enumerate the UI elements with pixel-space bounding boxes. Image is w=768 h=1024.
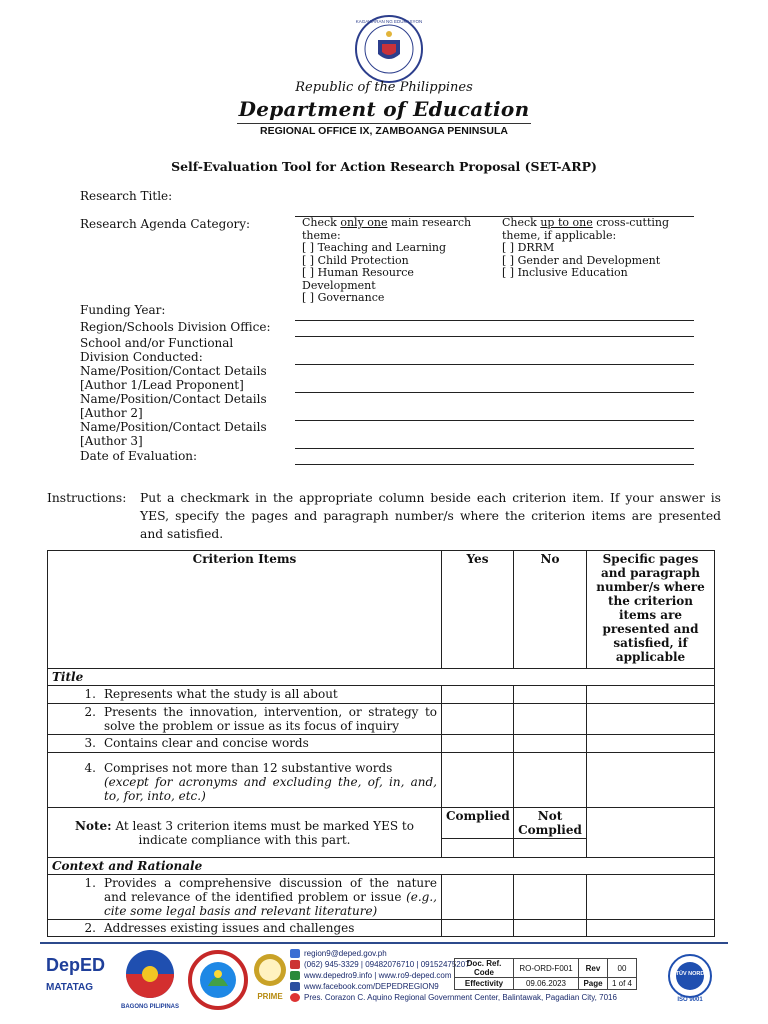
pages-cell[interactable] [587,704,715,735]
document-reference-table [454,958,637,990]
phone-icon [290,960,300,969]
location-icon [290,993,300,1002]
criterion-row: 2. Presents the innovation, intervention, or strategy to solve the problem or issue as its focus of inquiry [48,704,442,735]
web-icon [290,971,300,980]
contact-phone[interactable]: (062) 945-3329 | 09482076710 | 09152475207 [290,959,617,970]
yes-cell[interactable] [442,753,514,808]
author3-label: Name/Position/Contact Details [Author 3] [80,420,267,448]
checkbox-teaching-learning[interactable]: [ ] Teaching and Learning [302,241,447,254]
checkbox-drrm[interactable]: [ ] DRRM [502,241,555,254]
form-title: Self-Evaluation Tool for Action Research Proposal (SET-ARP) [171,159,597,174]
yes-cell[interactable] [442,735,514,753]
region-sdo-field[interactable] [295,336,694,337]
pages-cell[interactable] [587,735,715,753]
main-theme-column: Check only one main research theme: [ ] Teaching and Learning [ ] Child Protection [ ] Human Resource Development [ ] Governance [302,217,502,305]
checkbox-inclusive-education[interactable]: [ ] Inclusive Education [502,266,628,279]
author3-field[interactable] [295,448,694,449]
no-cell[interactable] [514,753,587,808]
no-cell[interactable] [514,704,587,735]
deped-matatag-logo: DepED MATATAG [46,955,106,993]
pages-cell[interactable] [587,920,715,937]
criterion-row: 4. Comprises not more than 12 substantive words (except for acronyms and excluding the, of, in, and, to, for, into, etc.) [48,753,442,808]
prime-logo: PRIME [252,952,288,1001]
no-cell[interactable] [514,735,587,753]
deped-seal-logo [354,14,424,84]
checkbox-governance[interactable]: [ ] Governance [302,291,385,304]
section-context-rationale: Context and Rationale [48,858,715,875]
criterion-row: 1. Represents what the study is all about [48,686,442,704]
rev-value: 00 [608,959,637,978]
research-title-label: Research Title: [80,189,173,203]
instructions-text: Put a checkmark in the appropriate column beside each criterion item. If your answer is YES, specify the pages and paragraph number/s where the criterion items are presented and satisfied. [140,491,721,541]
author2-field[interactable] [295,420,694,421]
iso-certification-logo: TÜV NORD ISO 9001 [664,953,716,1003]
not-complied-header: Not Complied [514,808,587,839]
no-cell[interactable] [514,686,587,704]
criterion-items-header: Criterion Items [48,551,442,669]
compliance-pages-cell[interactable] [587,808,715,858]
page-value: 1 of 4 [608,978,637,990]
yes-cell[interactable] [442,686,514,704]
regional-office-heading: REGIONAL OFFICE IX, ZAMBOANGA PENINSULA [260,125,508,137]
contact-website[interactable]: www.depedro9.info | www.ro9-deped.com [290,970,617,981]
svg-text:KAGAWARAN NG EDUKASYON: KAGAWARAN NG EDUKASYON [355,19,423,24]
yes-cell[interactable] [442,875,514,920]
compliance-note: Note: At least 3 criterion items must be marked YES to indicate compliance with this part. [48,808,442,858]
yes-header: Yes [442,551,514,669]
research-agenda-label: Research Agenda Category: [80,217,251,231]
doc-ref-value: RO-ORD-F001 [514,959,579,978]
region-sdo-label: Region/Schools Division Office: [80,320,271,334]
funding-year-label: Funding Year: [80,303,166,317]
footer-divider [40,942,728,944]
instructions-label: Instructions: [47,491,127,505]
no-header: No [514,551,587,669]
author2-label: Name/Position/Contact Details [Author 2] [80,392,267,420]
criterion-row: 2. Addresses existing issues and challenges [48,920,442,937]
facebook-icon [290,982,300,991]
contact-facebook[interactable]: www.facebook.com/DEPEDREGION9 [290,981,617,992]
pages-cell[interactable] [587,753,715,808]
checkbox-gender-development[interactable]: [ ] Gender and Development [502,253,661,267]
criterion-row: 1. Provides a comprehensive discussion of the nature and relevance of the identified problem or issue (e.g., cite some legal basis and relevant literature) [48,875,442,920]
email-icon [290,949,300,958]
effectivity-label: Effectivity [455,978,514,990]
doc-ref-label: Doc. Ref. Code [455,959,514,978]
pages-cell[interactable] [587,686,715,704]
criterion-row: 3. Contains clear and concise words [48,735,442,753]
regional-office-seal-logo [188,950,248,1010]
pages-cell[interactable] [587,875,715,920]
checkbox-child-protection[interactable]: [ ] Child Protection [302,253,409,267]
yes-cell[interactable] [442,704,514,735]
contact-email[interactable]: region9@deped.gov.ph [290,948,617,959]
no-cell[interactable] [514,920,587,937]
school-division-field[interactable] [295,364,694,365]
funding-year-field[interactable] [295,320,694,321]
department-heading: Department of Education [238,97,530,121]
header-divider [237,123,531,124]
republic-heading: Republic of the Philippines [295,80,473,95]
effectivity-value: 09.06.2023 [514,978,579,990]
page-label: Page [579,978,608,990]
complied-header: Complied [442,808,514,839]
pages-header: Specific pages and paragraph number/s where the criterion items are presented and satisfied, if applicable [587,551,715,669]
bagong-pilipinas-logo: BAGONG PILIPINAS [120,948,180,1010]
criterion-table [47,550,715,937]
date-evaluation-field[interactable] [295,464,694,465]
not-complied-cell[interactable] [514,839,587,858]
complied-cell[interactable] [442,839,514,858]
section-title: Title [48,669,715,686]
rev-label: Rev [579,959,608,978]
no-cell[interactable] [514,875,587,920]
author1-label: Name/Position/Contact Details [Author 1/Lead Proponent] [80,364,267,392]
author1-field[interactable] [295,392,694,393]
date-evaluation-label: Date of Evaluation: [80,449,198,463]
school-division-label: School and/or Functional Division Conducted: [80,336,234,364]
contact-address: Pres. Corazon C. Aquino Regional Government Center, Balintawak, Pagadian City, 7016 [290,992,617,1003]
cross-cutting-theme-column: Check up to one cross-cutting theme, if applicable: [ ] DRRM [ ] Gender and Development [ ] Inclusive Education [502,217,702,280]
yes-cell[interactable] [442,920,514,937]
checkbox-human-resource[interactable]: [ ] Human Resource [302,266,414,279]
